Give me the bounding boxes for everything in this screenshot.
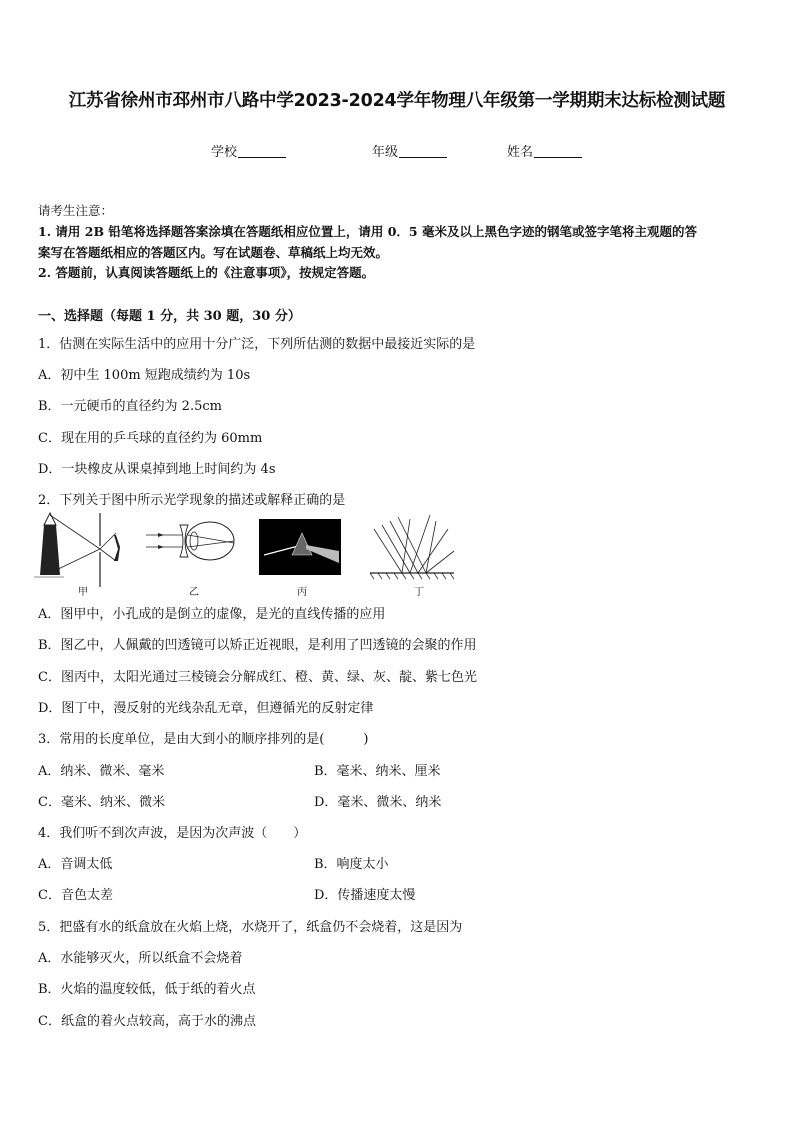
q1-stem: 1．估测在实际生活中的应用十分广泛，下列所估测的数据中最接近实际的是 xyxy=(38,337,476,352)
notice-line-1b: 案写在答题纸相应的答题区内。写在试题卷、草稿纸上均无效。 xyxy=(38,245,389,260)
q2-option-c: C．图丙中，太阳光通过三棱镜会分解成红、橙、黄、绿、灰、靛、紫七色光 xyxy=(38,670,477,685)
q1-option-d: D．一块橡皮从课桌掉到地上时间约为 4s xyxy=(38,462,276,477)
figure-pinhole xyxy=(34,513,120,587)
q5-option-a: A．水能够灭火，所以纸盒不会烧着 xyxy=(38,951,243,966)
q5-stem: 5．把盛有水的纸盒放在火焰上烧，水烧开了，纸盒仍不会烧着，这是因为 xyxy=(38,920,463,935)
q2-stem: 2．下列关于图中所示光学现象的描述或解释正确的是 xyxy=(38,493,346,508)
notice-line-1a: 1. 请用 2B 铅笔将选择题答案涂填在答题纸相应位置上，请用 0．5 毫米及以上黑色字迹的钢笔或签字笔将主观题的答 xyxy=(38,224,697,239)
q4-option-a: A．音调太低 xyxy=(38,857,113,872)
q3-option-d: D．毫米、微米、纳米 xyxy=(314,795,442,810)
q2-option-d: D．图丁中，漫反射的光线杂乱无章，但遵循光的反射定律 xyxy=(38,701,374,716)
figure-label-ding: 丁 xyxy=(414,587,424,598)
optics-figure xyxy=(34,511,464,597)
name-field xyxy=(507,141,582,160)
q4-option-c: C．音色太差 xyxy=(38,888,113,903)
figure-label-yi: 乙 xyxy=(189,587,199,598)
figure-label-jia: 甲 xyxy=(78,587,88,598)
q4-option-b: B．响度太小 xyxy=(314,857,389,872)
notice-heading: 请考生注意： xyxy=(38,203,114,218)
grade-field xyxy=(372,141,447,160)
section-heading: 一、选择题（每题 1 分，共 30 题，30 分） xyxy=(38,309,301,324)
grade-label: 年级 xyxy=(372,145,399,160)
q3-option-b: B．毫米、纳米、厘米 xyxy=(314,764,441,779)
q4-option-d: D．传播速度太慢 xyxy=(314,888,416,903)
school-label: 学校 xyxy=(211,145,238,160)
name-label: 姓名 xyxy=(507,145,534,160)
figure-prism xyxy=(259,519,341,575)
q5-option-b: B．火焰的温度较低，低于纸的着火点 xyxy=(38,982,256,997)
school-field xyxy=(211,141,286,160)
figure-label-bing: 丙 xyxy=(297,587,307,598)
figure-diffuse-reflection xyxy=(370,515,454,579)
notice-line-2: 2. 答题前，认真阅读答题纸上的《注意事项》，按规定答题。 xyxy=(38,265,375,280)
q2-option-a: A．图甲中，小孔成的是倒立的虚像，是光的直线传播的应用 xyxy=(38,607,386,622)
figure-eye-lens xyxy=(146,522,234,560)
name-blank[interactable] xyxy=(534,143,582,158)
school-blank[interactable] xyxy=(238,143,286,158)
page-title: 江苏省徐州市邳州市八路中学2023-2024学年物理八年级第一学期期末达标检测试题 xyxy=(68,91,726,111)
grade-blank[interactable] xyxy=(399,143,447,158)
q3-option-a: A．纳米、微米、毫米 xyxy=(38,764,165,779)
q1-option-b: B．一元硬币的直径约为 2.5cm xyxy=(38,399,222,414)
q4-stem: 4．我们听不到次声波，是因为次声波（ ） xyxy=(38,826,307,841)
q1-option-c: C．现在用的乒乓球的直径约为 60mm xyxy=(38,431,263,446)
q2-option-b: B．图乙中，人佩戴的凹透镜可以矫正近视眼，是利用了凹透镜的会聚的作用 xyxy=(38,638,477,653)
q1-option-a: A．初中生 100m 短跑成绩约为 10s xyxy=(38,368,251,383)
q3-stem: 3．常用的长度单位，是由大到小的顺序排列的是( ) xyxy=(38,732,369,747)
q3-option-c: C．毫米、纳米、微米 xyxy=(38,795,165,810)
q5-option-c: C．纸盒的着火点较高，高于水的沸点 xyxy=(38,1014,256,1029)
